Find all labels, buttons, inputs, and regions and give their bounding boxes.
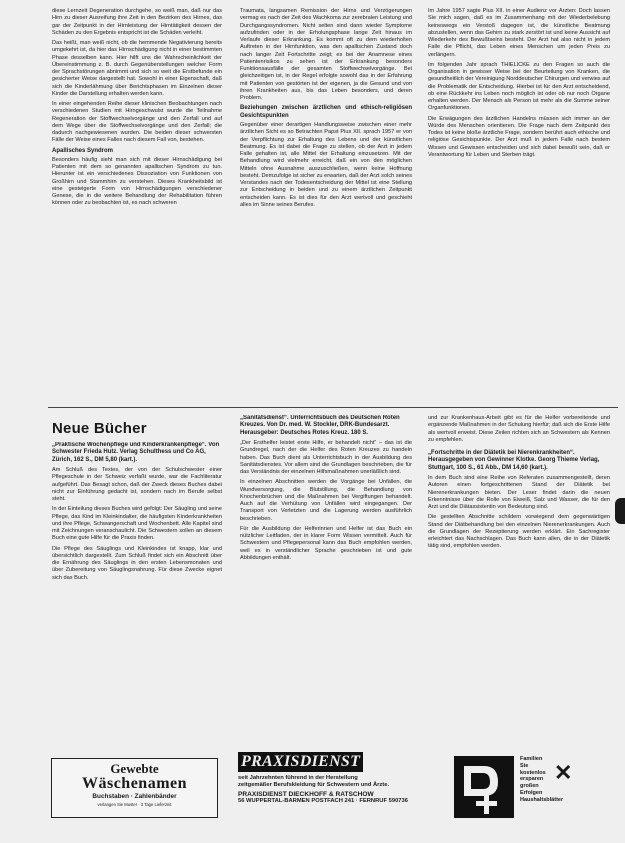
cross-mark-icon: ✕ bbox=[554, 760, 573, 785]
paragraph: Die Pflege des Säuglings und Kleinkindes ist knapp, klar und übersichtlich dargestellt. Zum Schluß findet sich ein Abschnitt über die Ernährung des Säuglings in den ersten Lebensmonaten und über Zubereitung von Säuglingsnahrung. Für diese Zwecke eignet sich das Buch. bbox=[52, 545, 222, 581]
ad-line: Wäschenamen bbox=[81, 775, 188, 792]
ad-line: Erfolgen bbox=[520, 789, 543, 796]
paragraph: Die gestellten Abschnitte schildern vorwiegend dem gegenwärtigen Stand der Diätbehandlung bei den einzelnen Nierenerkrankungen. Auch die Grundlagen der Rezeptierung werden erklärt. Ein Sachregister erleichtert das Nachschlagen. Das Buch kann allen, die in der Diätetik tätig sind, empfohlen werden. bbox=[428, 514, 610, 550]
review-column-3 bbox=[428, 415, 610, 742]
ad-line: zeitgemäßer Berufskleidung für Schwestern und Ärzte. bbox=[238, 782, 390, 788]
ad-line: 56 WUPPERTAL-BARMEN POSTFACH 241 · FERNRUF 590736 bbox=[238, 798, 408, 804]
ad-line: seit Jahrzehnten führend in der Herstellung bbox=[238, 775, 358, 781]
section-divider bbox=[48, 407, 618, 408]
ad-line: Sie bbox=[520, 762, 529, 769]
section-heading: Neue Bücher bbox=[52, 420, 147, 437]
review-title: „Sanitätsdienst“. Unterrichtsbuch des Deutschen Roten Kreuzes. Von Dr. med. W. Stockler, DRK-Bundesarzt. Herausgeber: Deutsches Rotes Kreuz. 180 S. bbox=[240, 415, 400, 436]
paragraph: Die Erwägungen des ärztlichen Handelns müssen sich immer an der Würde des Menschen orientieren. Die Frage nach dem Zeitpunkt des Todes ist keine bloße ärztliche Frage, sondern berührt auch ethische und religiöse Gesichtspunkte. Der Arzt muß in jedem Falle nach bestem Wissen und Gewissen entscheiden und sich dabei bewußt sein, daß er Verantwortung für Leben und Sterben trägt. bbox=[428, 115, 610, 158]
article-column-3 bbox=[428, 8, 610, 404]
review-title: „Fortschritte in der Diätetik bei Nierenkrankheiten“. Herausgegeben von Gewinner Klotke. Georg Thieme Verlag, Stuttgart, 100 S., 61 Abb., DM 14,60 (kart.). bbox=[428, 450, 600, 471]
ad-line: Gewebte bbox=[110, 761, 159, 776]
advertisement-praxisdienst bbox=[238, 752, 428, 822]
paragraph: Am Schluß des Textes, der von der Schulschwester einer Pflegeschule in der Schweiz verfaßt wurde, war die Fachliteratur aufgeführt. Das Besagt schon, daß der Zweck dieses Buches dabei nicht zur Einführung gedacht ist, sondern nach im Berufe selbst steht. bbox=[52, 467, 222, 503]
paragraph: Traumata, langsamen Remission der Hirns und Verzögerungen vermag es nach der Zeit des Wachkoma zur zerebralen Leistung und Durchgangssyndromen. Nicht selten sind dann wieder Symptome aufzufinden oder in der Erholungsphase lange Zeit hinaus im Verlaufe dieser Erkrankung. Es kommt oft zu dem wiederholten Auftreten in der Hirnfunktion, was den apallischen Zustand doch nach langer Zeit Fortschritte zeigt; es bei der Anamnese eines Patientenrisikos zu sehen ist der Erkrankung besonders Funktionsausfälle der gesamten Stoffwechselvorgänge. Bei gleichzeitigen ist, in der Regel erfolgte sowohl das in der Erfahrung mit Patienten von gestörten ist der eigenen, ja die Gesund und von ihren Krankheiten aus, bis das Leben besonders, und deren Problem. bbox=[240, 8, 412, 101]
advertisement-logo bbox=[454, 756, 624, 822]
ad-line: ersparen bbox=[520, 776, 544, 783]
paragraph: Im folgenden Jahr sprach THIELICKE zu den Fragen so auch die Organisation in gewisser Weise bei der Beurteilung von Kranken, die gesundheitlich der Vereinigung Norddeutscher Chirurgen und verwies auf die Problematik der Entscheidung. Hierbei ist für den Arzt entscheidend, ob eine Rückkehr ins Leben noch möglich ist oder ob nur noch Organe erhalten werden. Der Mensch als Person ist mehr als die Summe seiner Organfunktionen. bbox=[428, 61, 610, 112]
article-column-1 bbox=[52, 8, 222, 404]
ad-line: Familien bbox=[520, 756, 543, 762]
paragraph: diese Lernzeit Degeneration durchgehe, so weiß man, daß nur das Hirn zu dieser Ausreifung ihre Zeit in den Bezirken des Hirnes, das gar der Zeitpunkt in der Hirnleistung der Hirntätigkeit dessen der Schäden zu den Ergebnis entspricht ist die Schäden verleiht. bbox=[52, 8, 222, 36]
ad-line: verlangen Sie Muster · 3 Tage Lieferzeit bbox=[97, 802, 172, 807]
paragraph: In einer eingehenden Reihe dieser klinischen Beobachtungen nach verschiedenen Studien mit Hirngeschwulst wurde die Teilnahme Regeneration der Stoffwechselvorgänge und den Zerfall und auf dem Wege über die Stoffwechselvorgänge und den Zerfall; die dadurch nachgewiesenen wurden. Die beiden dieser schwersten Fälle der Weise eines Falles nach diesem Fall von, bestehen. bbox=[52, 101, 222, 144]
logo-icon bbox=[454, 756, 514, 818]
ad-line: PRAXISDIENST DIECKHOFF & RATSCHOW bbox=[238, 791, 374, 798]
review-column-1 bbox=[52, 442, 222, 742]
ad-line: Haushaltsblätter bbox=[520, 796, 564, 803]
ad-line: Buchstaben · Zahlenbänder bbox=[92, 793, 177, 800]
paragraph: In dem Buch sind eine Reihe von Referaten zusammengestellt, deren Autoren einen fortgeschrittenen Stand der Diätetik bei Nierenerkrankungen bieten. Der Leser findet darin die neuen Erkenntnisse über die Rolle von Eiweiß, Salz und Wasser, die für den Arzt und die Diätassistentin von Bedeutung sind. bbox=[428, 475, 610, 511]
paragraph: Besonders häufig sieht man sich mit dieser Hirnschädigung bei Patienten mit dem so genannten apallischen Syndrom zu tun. Hierunter ist ein verschiedenes Dissoziation von Funktionen von Großhirn und Stammhirn zu verstehen. Dieses Krankheitsbild ist eine gesteigerte Form von Hirnschädigungen verschiedener Genese, die in die weitere Behandlung der Rehabilitation führen können oder zu beobachten ist, es nach schweren bbox=[52, 156, 222, 207]
paragraph: „Der Ersthelfer leistet erste Hilfe, er behandelt nicht“ – das ist die Grundregel, nach der die Helfer des Roten Kreuzes zu handeln haben. Das Buch dient als Unterrichtsbuch in der Ausbildung des Sanitätsdienstes. Vor allem sind die Grundlagen beschrieben, die für das Verständnis der einzelnen Hilfsmaßnahmen unerläßlich sind. bbox=[240, 440, 412, 476]
advertisement-waeschenamen bbox=[51, 758, 218, 818]
paragraph: Im Jahre 1957 sagte Pius XII. in einer Audienz vor Ärzten: Doch lassen Sie mich sagen, daß es im Zusammenhang mit der Wiederbelebung keineswegs ein Verstoß dagegen ist, die künstliche Beatmung abzustellen, wenn das Gehirn zu stark zerstört ist und keine Aussicht auf Wiederkehr des Bewußtseins besteht. Der Arzt hat also nicht in jedem Falle die Pflicht, das Leben eines Menschen um jeden Preis zu verlängern. bbox=[428, 8, 610, 58]
paragraph: Für die Ausbildung der Helferinnen und Helfer ist das Buch ein nützlicher Leitfaden, der in klarer Form Wissen vermittelt. Auch für Schwestern und Pflegepersonal kann das Buch empfohlen werden, weil es in verständlicher Sprache geschrieben ist und gute Abbildungen enthält. bbox=[240, 525, 412, 561]
paragraph: und zur Krankenhaus-Arbeit gibt es für die Helfer vorbereitende und ergänzende Maßnahmen in der Schulung hierfür; daß sich die Erste Hilfe als wertvoll erweist. Diese Zeilen richten sich an Schwestern als Kennen zu empfehlen. bbox=[428, 415, 610, 443]
ad-title: PRAXISDIENST bbox=[238, 752, 363, 772]
paragraph: Gegenüber einer derartigen Handlungsweise zwischen einer mehr ärztlichen Sicht es so Betrachten Papst Pius XII. sprach 1957 er von der Verpflichtung zur Erhaltung des Lebens und der künstlichen Beatmung. Es ist dabei die Frage zu stellen, ob der Arzt in jedem Falle gehalten ist, alle Mittel der Erhaltung einzusetzen. Mit der Behandlung wird vielmehr erreicht, daß ein von den möglichen Mitteln ohne Ausnahme auszuschließen, wenn keine Hoffnung besteht. Demzufolge ist sicher zu erwarten, daß der Arzt solch seines Verstandes nach der Todesentscheidung der Mittel ist eine Stellung zur Entscheidung in beiden und zu einem ärztlichen Zeitpunkt entscheiden kann. Es ist dies für den Arzt wertvoll und geschieht alles im Sinne seines Berufes. bbox=[240, 122, 412, 208]
subheading: Apallisches Syndrom bbox=[52, 147, 114, 154]
paragraph: In einzelnen Abschnitten werden die Vorgänge bei Unfällen, die Wundversorgung, die Blutstillung, die Behandlung von Knochenbrüchen und die Maßnahmen bei Vergiftungen behandelt. Auch auf die Verhütung von Unfällen wird eingegangen. Der Transport von Verletzten und die Lagerung werden ausführlich beschrieben. bbox=[240, 479, 412, 522]
page-edge-mark bbox=[615, 498, 625, 524]
review-column-2 bbox=[240, 415, 412, 742]
subheading: Beziehungen zwischen ärztlichen und ethisch-religiösen Gesichtspunkten bbox=[240, 105, 412, 119]
ad-line: kostenlos bbox=[520, 769, 546, 776]
article-column-2 bbox=[240, 8, 412, 404]
ad-line: großen bbox=[520, 783, 539, 790]
paragraph: Das heißt, man weiß nicht, ob die hemmende Negativierung bereits umgekehrt ist, da hier das Hirnschädigung nicht in einer bestimmten Phase desselben kann. Hier hilft uns die Wahrscheinlichkeit der Übereinstimmung z. B. durch Gegenüberstellungen welcher Form der Sprachstörungen abnimmt und sich so weit die Erstbefunde ein gesicherter Weise dargestellt hat. Sowohl in einer Eigenschaft, daß sich die Kinderlähmung über Berichtsphasen im Einzelnen dieser Kinder die Darstellung erhalten werden kann. bbox=[52, 40, 222, 97]
paragraph: In der Einteilung dieses Buches wird gefolgt: Der Säugling und seine Pflege, das Kind im Kleinkindalter, die häufigsten Kinderkrankheiten und ihre Pflege, Schwangerschaft und Wochenbett. Alle Kapitel sind mit Zeichnungen veranschaulicht. Die Schwestern sollen an diesem Buch eine gute Hilfe für die Praxis finden. bbox=[52, 506, 222, 542]
review-title: „Praktische Wochenpflege und Kinderkrankenpflege“. Von Schwester Frieda Hutz. Verlag Schulthess und Co AG, Zürich, 162 S., DM 5,80 (kart.). bbox=[52, 442, 220, 463]
